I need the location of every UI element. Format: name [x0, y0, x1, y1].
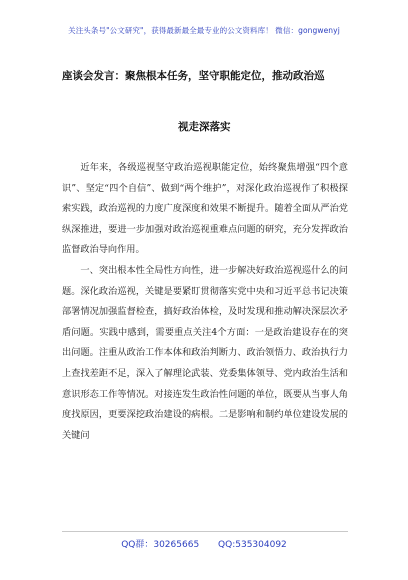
footer-divider [62, 531, 348, 532]
footer [0, 537, 408, 550]
footer-qq-contact: QQ:535304092 [218, 540, 287, 550]
footer-qq-group: QQ群：30265665 [121, 540, 200, 550]
paragraph-1: 近年来，各级巡视坚守政治巡视职能定位，始终聚焦增强“四个意识”、坚定“四个自信”、做到“两个维护”，对深化政治巡视作了积极探索实践，政治巡视的力度广度深度和效果不断提升。随着全面从严治党纵深推进，要进一步加强对政治巡视重难点问题的研究，充分发挥政治监督政治导向作用。 [62, 162, 348, 256]
document-body [62, 158, 348, 446]
document-title-line1: 座谈会发言：聚焦根本任务，坚守职能定位，推动政治巡 [62, 70, 325, 82]
paragraph-2: 一、突出根本性全局性方向性，进一步解决好政治巡视巡什么的问题。深化政治巡视，关键是要紧盯贯彻落实党中央和习近平总书记决策部署情况加强监督检查，搞好政治体检，及时发现和推动解决深层次矛盾问题。实践中感到，需要重点关注4个方面：一是政治建设存在的突出问题。注重从政治工作本体和政治判断力、政治领悟力、政治执行力上查找差距不足，深入了解理论武装、党委集体领导、党内政治生活和意识形态工作等情况。对接连发生政治性问题的单位，既要从当事人角度找原因，更要深挖政治建设的病根。二是影响和制约单位建设发展的关键问 [62, 264, 348, 441]
header-note: 关注头条号"公文研究"，获得最新最全最专业的公文资料库！ 微信：gongwenyj [68, 26, 340, 35]
document-title-line2: 视走深落实 [178, 121, 231, 133]
